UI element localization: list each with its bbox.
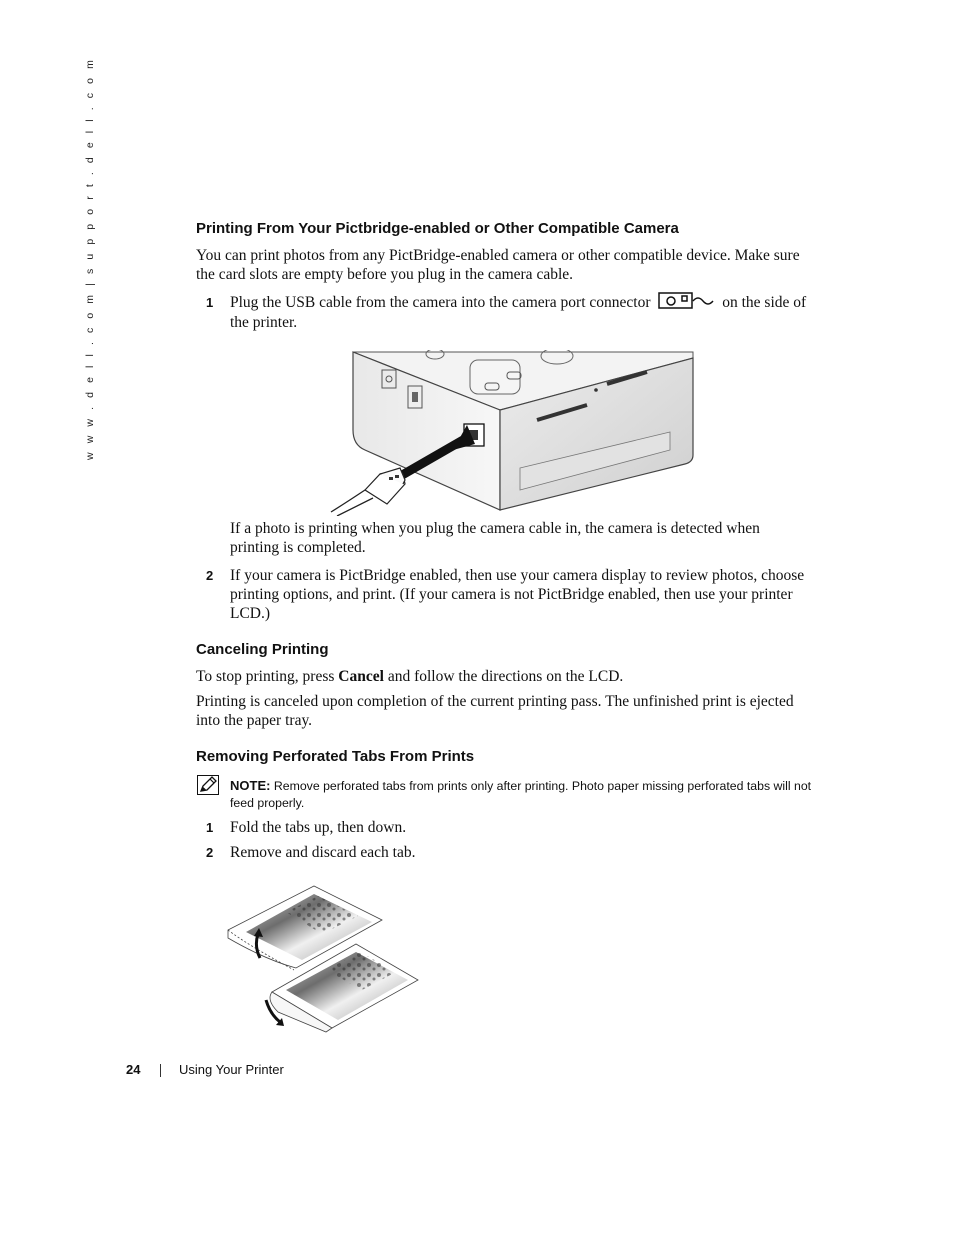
step-1-text-after: on the side of the printer. bbox=[230, 294, 807, 332]
note-box bbox=[230, 777, 815, 812]
paragraph-intro: You can print photos from any PictBridge-enabled camera or other compatible device. Make sure the card slots are empty before you plug in the camera cable. bbox=[196, 247, 800, 283]
camera-port-connector-icon bbox=[658, 291, 714, 311]
footer-chapter-title: Using Your Printer bbox=[179, 1062, 284, 1077]
note-text: Remove perforated tabs from prints only after printing. Photo paper missing perforated tabs will not feed properly. bbox=[230, 779, 812, 810]
step-number-remove: 2 bbox=[206, 845, 214, 860]
step-2-text: If your camera is PictBridge enabled, then use your camera display to review photos, choose printing options, and print. (If your camera is not PictBridge enabled, then use your printer LCD.) bbox=[230, 567, 805, 622]
printer-usb-illustration bbox=[325, 350, 697, 516]
paragraph-cancel-instruction bbox=[196, 667, 810, 686]
side-url: w w w . d e l l . c o m | s u p p o r t . d e l l . c o m bbox=[84, 57, 96, 460]
cancel-text-before: To stop printing, press bbox=[196, 668, 339, 685]
section-heading-perforated-tabs: Removing Perforated Tabs From Prints bbox=[196, 748, 475, 765]
perforated-tabs-illustration bbox=[226, 882, 422, 1034]
step-number-1: 1 bbox=[206, 295, 214, 310]
step-1-text-before: Plug the USB cable from the camera into the camera port connector bbox=[230, 294, 651, 311]
note-label: NOTE: bbox=[230, 778, 271, 793]
paragraph-cancel-details: Printing is canceled upon completion of the current printing pass. The unfinished print is ejected into the paper tray. bbox=[196, 693, 794, 729]
step-fold-text: Fold the tabs up, then down. bbox=[230, 819, 407, 836]
footer-separator bbox=[160, 1064, 161, 1077]
section-heading-canceling: Canceling Printing bbox=[196, 641, 329, 658]
note-pencil-icon bbox=[197, 775, 219, 795]
section-heading-pictbridge: Printing From Your Pictbridge-enabled or Other Compatible Camera bbox=[196, 220, 679, 237]
step-1-text bbox=[230, 293, 812, 332]
cancel-text-after: and follow the directions on the LCD. bbox=[383, 668, 624, 685]
step-1-followup: If a photo is printing when you plug the camera cable in, the camera is detected when printing is completed. bbox=[230, 520, 760, 556]
step-number-2: 2 bbox=[206, 568, 214, 583]
cancel-button-label: Cancel bbox=[338, 668, 384, 685]
step-number-fold: 1 bbox=[206, 820, 214, 835]
step-remove-text: Remove and discard each tab. bbox=[230, 844, 416, 861]
page-number: 24 bbox=[126, 1062, 141, 1077]
